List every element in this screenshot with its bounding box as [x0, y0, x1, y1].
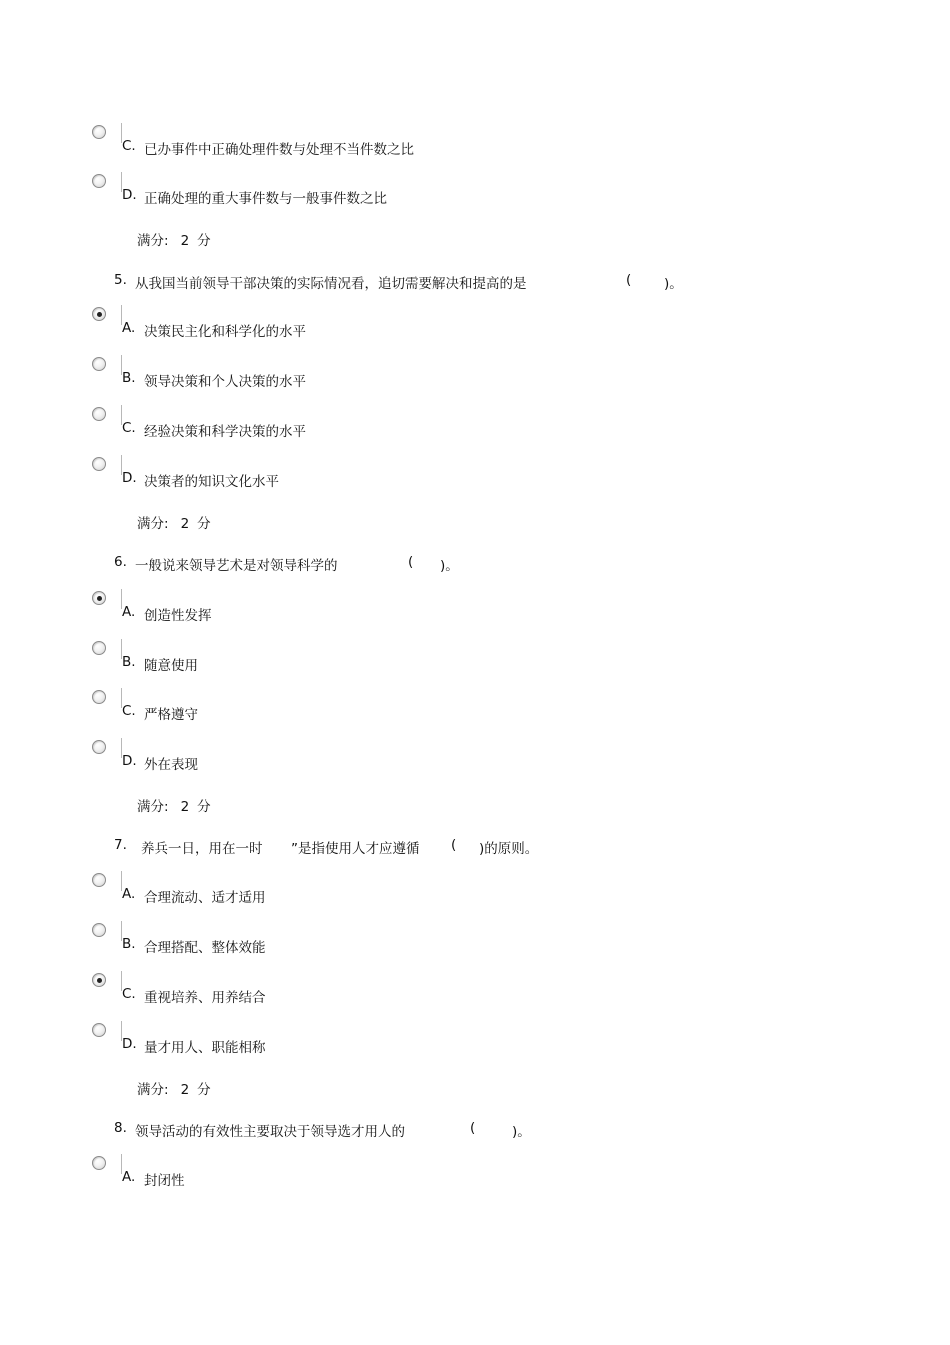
- score-line: [137, 1078, 211, 1098]
- option-text: 决策民主化和科学化的水平: [144, 324, 306, 340]
- answer-option[interactable]: [0, 591, 950, 625]
- option-letter: A.: [122, 320, 136, 336]
- option-letter: B.: [122, 370, 136, 386]
- answer-option[interactable]: [0, 357, 950, 391]
- answer-paren-open: (: [470, 1120, 476, 1136]
- answer-paren-close: )。: [512, 1124, 531, 1140]
- option-letter: D.: [122, 187, 137, 203]
- radio-button[interactable]: [92, 174, 106, 188]
- option-letter: C.: [122, 138, 136, 154]
- question-number: 6.: [114, 554, 127, 570]
- answer-option[interactable]: [0, 457, 950, 491]
- question-number: 5.: [114, 272, 127, 288]
- question-number: 8.: [114, 1120, 127, 1136]
- option-text: 合理搭配、整体效能: [144, 940, 266, 956]
- radio-button-selected[interactable]: [92, 591, 106, 605]
- score-unit: 分: [197, 1082, 211, 1098]
- option-text: 重视培养、用养结合: [144, 990, 266, 1006]
- option-letter: A.: [122, 1169, 136, 1185]
- question-text: 领导活动的有效性主要取决于领导选才用人的: [135, 1124, 405, 1140]
- option-text: 决策者的知识文化水平: [144, 474, 279, 490]
- radio-button[interactable]: [92, 357, 106, 371]
- score-value: 2: [180, 1082, 190, 1098]
- answer-option[interactable]: [0, 407, 950, 441]
- radio-button[interactable]: [92, 125, 106, 139]
- question: [0, 272, 950, 292]
- answer-option[interactable]: [0, 641, 950, 675]
- answer-option[interactable]: [0, 1023, 950, 1057]
- question: [0, 1120, 950, 1140]
- score-value: 2: [180, 516, 190, 532]
- score-line: [137, 229, 211, 249]
- option-text: 外在表现: [144, 757, 198, 773]
- option-letter: B.: [122, 936, 136, 952]
- option-letter: C.: [122, 986, 136, 1002]
- radio-button[interactable]: [92, 641, 106, 655]
- option-letter: B.: [122, 654, 136, 670]
- score-unit: 分: [197, 516, 211, 532]
- answer-option[interactable]: [0, 125, 950, 159]
- answer-paren-open: (: [408, 554, 414, 570]
- option-letter: A.: [122, 886, 136, 902]
- question: [0, 837, 950, 857]
- radio-button[interactable]: [92, 407, 106, 421]
- option-text: 量才用人、职能相称: [144, 1040, 266, 1056]
- option-text: 领导决策和个人决策的水平: [144, 374, 306, 390]
- option-text: 封闭性: [144, 1173, 185, 1189]
- score-label: 满分:: [137, 233, 169, 249]
- question-text-continued: ”是指使用人才应遵循: [291, 841, 420, 857]
- option-letter: C.: [122, 420, 136, 436]
- question: [0, 554, 950, 574]
- option-letter: D.: [122, 753, 137, 769]
- answer-paren-open: (: [626, 272, 632, 288]
- score-value: 2: [180, 233, 190, 249]
- answer-paren-open: (: [451, 837, 457, 853]
- answer-paren-close: )的原则。: [479, 841, 539, 857]
- option-text: 合理流动、适才适用: [144, 890, 266, 906]
- question-number: 7.: [114, 837, 127, 853]
- radio-button[interactable]: [92, 740, 106, 754]
- score-label: 满分:: [137, 516, 169, 532]
- option-text: 随意使用: [144, 658, 198, 674]
- answer-option[interactable]: [0, 873, 950, 907]
- option-letter: D.: [122, 1036, 137, 1052]
- score-label: 满分:: [137, 1082, 169, 1098]
- option-text: 经验决策和科学决策的水平: [144, 424, 306, 440]
- question-text: 从我国当前领导干部决策的实际情况看，追切需要解决和提高的是: [135, 276, 527, 292]
- radio-button-selected[interactable]: [92, 973, 106, 987]
- score-unit: 分: [197, 799, 211, 815]
- option-text: 正确处理的重大事件数与一般事件数之比: [144, 191, 387, 207]
- score-unit: 分: [197, 233, 211, 249]
- option-letter: A.: [122, 604, 136, 620]
- option-letter: C.: [122, 703, 136, 719]
- answer-paren-close: )。: [664, 276, 683, 292]
- answer-option[interactable]: [0, 174, 950, 208]
- question-text: 一般说来领导艺术是对领导科学的: [135, 558, 338, 574]
- radio-button[interactable]: [92, 690, 106, 704]
- radio-button[interactable]: [92, 457, 106, 471]
- score-line: [137, 795, 211, 815]
- radio-button[interactable]: [92, 873, 106, 887]
- answer-option[interactable]: [0, 923, 950, 957]
- option-letter: D.: [122, 470, 137, 486]
- answer-option[interactable]: [0, 307, 950, 341]
- score-line: [137, 512, 211, 532]
- radio-button-selected[interactable]: [92, 307, 106, 321]
- answer-option[interactable]: [0, 690, 950, 724]
- score-label: 满分:: [137, 799, 169, 815]
- option-text: 严格遵守: [144, 707, 198, 723]
- score-value: 2: [180, 799, 190, 815]
- radio-button[interactable]: [92, 1023, 106, 1037]
- answer-option[interactable]: [0, 1156, 950, 1190]
- answer-paren-close: )。: [440, 558, 459, 574]
- option-text: 创造性发挥: [144, 608, 212, 624]
- option-text: 已办事件中正确处理件数与处理不当件数之比: [144, 142, 414, 158]
- answer-option[interactable]: [0, 973, 950, 1007]
- radio-button[interactable]: [92, 923, 106, 937]
- question-text: 养兵一日，用在一时: [141, 841, 263, 857]
- radio-button[interactable]: [92, 1156, 106, 1170]
- answer-option[interactable]: [0, 740, 950, 774]
